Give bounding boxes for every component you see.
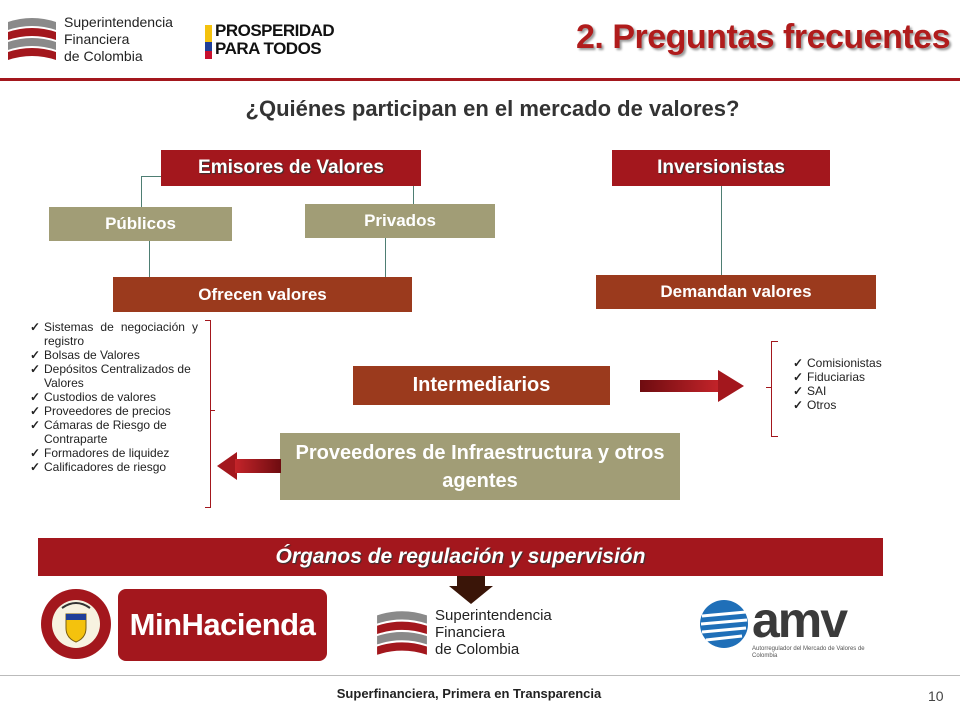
globe-icon (698, 598, 750, 650)
connector-publicos-ofrecen (149, 241, 150, 277)
slide-title: 2. Preguntas frecuentes (576, 18, 950, 56)
proveedores-box: Proveedores de Infraestructura y otros agentes (280, 433, 680, 500)
left-list (30, 320, 198, 474)
list-item: ✓ Sistemas de negociación y registro (30, 320, 198, 348)
inversionistas-box: Inversionistas (612, 150, 830, 186)
list-item: ✓ Proveedores de precios (30, 404, 198, 418)
connector-privados-ofrecen (385, 238, 386, 277)
sfc-footer-line-2: Financiera (435, 624, 506, 641)
sfc-footer-emblem-icon (375, 609, 429, 657)
question-heading: ¿Quiénes participan en el mercado de valores? (245, 96, 740, 121)
ofrecen-box: Ofrecen valores (113, 277, 412, 312)
amv-tagline: Autorregulador del Mercado de Valores de Colombia (752, 646, 865, 659)
connector-emisores-publicos-v (141, 176, 142, 207)
list-item: ✓ Calificadores de riesgo (30, 460, 198, 474)
left-arrow-icon (217, 450, 281, 482)
list-item: ✓ Cámaras de Riesgo de Contraparte (30, 418, 198, 446)
connector-inversionistas-demandan (721, 186, 722, 275)
prosperidad-logo (205, 22, 355, 62)
colombia-seal-icon (40, 588, 112, 660)
minhacienda-logo: MinHacienda (118, 589, 327, 661)
list-item: ✓ Otros (793, 398, 913, 412)
flag-icon (205, 25, 212, 59)
sfc-logo (6, 12, 176, 64)
sfc-logo-line-3: de Colombia (64, 48, 143, 64)
publicos-box: Públicos (49, 207, 232, 241)
sfc-footer-line-3: de Colombia (435, 641, 520, 658)
left-bracket-tip (210, 410, 215, 411)
list-item: ✓ Fiduciarias (793, 370, 913, 384)
colombia-seal (40, 588, 112, 660)
privados-box: Privados (305, 204, 495, 238)
sfc-footer-line-1: Superintendencia (435, 607, 552, 624)
emisores-box: Emisores de Valores (161, 150, 421, 186)
header-divider (0, 78, 960, 81)
right-list (793, 356, 913, 412)
organos-banner: Órganos de regulación y supervisión (38, 538, 883, 576)
list-item: ✓ Formadores de liquidez (30, 446, 198, 460)
list-item: ✓ Comisionistas (793, 356, 913, 370)
prosperidad-line-1: PROSPERIDAD (215, 21, 335, 40)
connector-emisores-privados (413, 186, 414, 204)
left-bracket (205, 320, 211, 508)
list-item: ✓ Bolsas de Valores (30, 348, 198, 362)
right-arrow-icon (640, 368, 746, 404)
footer-divider (0, 675, 960, 676)
sfc-footer-logo (375, 605, 565, 661)
list-item: ✓ SAI (793, 384, 913, 398)
list-item: ✓ Depósitos Centralizados de Valores (30, 362, 198, 390)
sfc-logo-line-1: Superintendencia (64, 14, 173, 30)
intermediarios-box: Intermediarios (353, 366, 610, 405)
sfc-logo-line-2: Financiera (64, 31, 130, 47)
connector-emisores-publicos-h (141, 176, 161, 177)
down-arrow-icon (449, 576, 493, 604)
page-number: 10 (928, 688, 944, 704)
amv-logo (696, 592, 876, 672)
list-item: ✓ Custodios de valores (30, 390, 198, 404)
right-bracket (771, 341, 778, 437)
right-bracket-tip (766, 387, 771, 388)
demandan-box: Demandan valores (596, 275, 876, 309)
sfc-emblem-icon (6, 16, 58, 62)
footer-slogan: Superfinanciera, Primera en Transparencia (336, 686, 602, 701)
amv-wordmark: amv (752, 592, 847, 648)
prosperidad-line-2: PARA TODOS (215, 39, 322, 58)
